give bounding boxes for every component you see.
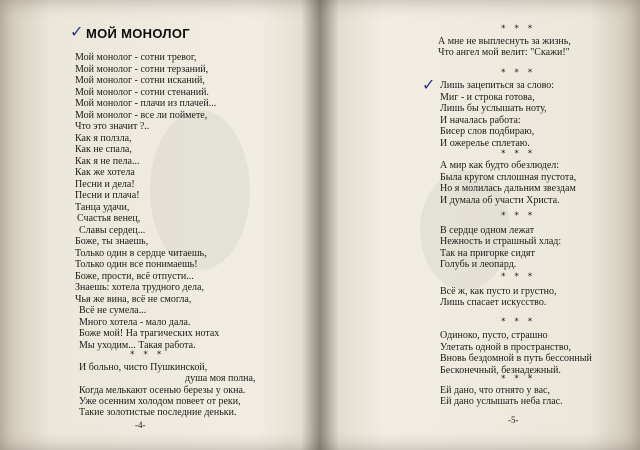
poem-line: Когда мелькают осенью березы у окна.	[79, 385, 246, 396]
stanza-separator: * * *	[501, 24, 536, 34]
poem-line: Улетать одной в пространство,	[440, 342, 571, 353]
poem-line: И думала об участи Христа.	[440, 195, 560, 206]
poem-line: Как не спала,	[75, 144, 132, 155]
poem-line: Боже мой! На трагических нотах	[79, 328, 220, 339]
poem-line: Только один в сердце читаешь,	[75, 248, 207, 259]
stanza-separator: * * *	[501, 68, 536, 78]
poem-line: Так на пригорке сидят	[440, 248, 535, 259]
poem-title: МОЙ МОНОЛОГ	[86, 26, 190, 41]
poem-line: Боже, прости, всё отпусти...	[75, 271, 194, 282]
poem-line: Славы сердец...	[79, 225, 146, 236]
checkmark-icon: ✓	[70, 22, 84, 41]
poem-line: А мир как будто обезлюдел:	[440, 160, 560, 171]
page-number: -4-	[135, 420, 146, 430]
poem-line: Ей дано, что отнято у вас,	[440, 385, 550, 396]
stanza-separator: * * *	[501, 211, 536, 221]
poem-line: Знаешь: хотела трудного дела,	[75, 282, 204, 293]
poem-line: Была кругом сплошная пустота,	[440, 172, 577, 183]
stanza-separator: * * *	[501, 317, 536, 327]
poem-line: И больно, чисто Пушкинской,	[79, 362, 208, 373]
poem-line: Счастья венец,	[77, 213, 141, 224]
poem-line: Ей дано услышать неба глас.	[440, 396, 563, 407]
poem-line: И началась работа:	[440, 115, 521, 126]
poem-line: Боже, ты знаешь,	[75, 236, 149, 247]
poem-line: Как же хотела	[75, 167, 135, 178]
poem-line: Песни и плача!	[75, 190, 140, 201]
poem-line: Песни и дела!	[75, 179, 135, 190]
poem-line: Только один все понимаешь!	[75, 259, 198, 270]
poem-line: Лишь зацепиться за слово:	[440, 80, 554, 91]
poem-line: Уже осенним холодом повеет от реки,	[79, 396, 241, 407]
poem-line: Бисер слов подбираю,	[440, 126, 535, 137]
checkmark-icon: ✓	[422, 75, 436, 94]
poem-line: Чья же вина, всё не смогла,	[75, 294, 192, 305]
poem-line: В сердце одном лежат	[440, 225, 535, 236]
poem-line: Лишь спасает искусство.	[440, 297, 547, 308]
poem-line: Мой монолог - плачи из плачей...	[75, 98, 217, 109]
poem-line: Вновь бездомной в путь бессонный	[440, 353, 592, 364]
stanza-separator: * * *	[501, 374, 536, 384]
stanza-separator: * * *	[501, 149, 536, 159]
poem-line: Как я ползла,	[75, 133, 132, 144]
poem-line: Но я молилась дальним звездам	[440, 183, 576, 194]
poem-line: Нежность и страшный хлад:	[440, 236, 562, 247]
poem-line: И ожерелье сплетаю.	[440, 138, 530, 149]
stanza-separator: * * *	[130, 350, 165, 360]
poem-line: Всё не сумела...	[79, 305, 147, 316]
page-number: -5-	[508, 415, 519, 425]
poem-line: Мой монолог - сотни исканий,	[75, 75, 205, 86]
left-page	[0, 0, 318, 450]
poem-line: Мой монолог - сотни терзаний,	[75, 64, 209, 75]
poem-line: Голубь и леопард.	[440, 259, 517, 270]
poem-line: Много хотела - мало дала.	[79, 317, 191, 328]
poem-line: Всё ж, как пусто и грустно,	[440, 286, 557, 297]
poem-line: Мой монолог - сотни тревог,	[75, 52, 197, 63]
poem-line: Танца удачи,	[75, 202, 130, 213]
poem-line: Одиноко, пусто, страшно	[440, 330, 548, 341]
poem-line: А мне не выплеснуть за жизнь,	[438, 36, 571, 47]
poem-line: Мой монолог - сотни стенаний.	[75, 87, 209, 98]
poem-line: Бесконечный, безнадежный.	[440, 365, 561, 376]
right-page	[322, 0, 640, 450]
poem-line: Лишь бы услышать ноту,	[440, 103, 547, 114]
poem-line: Мы уходим... Такая работа.	[79, 340, 196, 351]
poem-line: Что это значит ?..	[75, 121, 150, 132]
poem-line: душа моя полна,	[185, 373, 256, 384]
poem-line: Как я не пела...	[75, 156, 140, 167]
poem-line: Что ангел мой велит: "Скажи!"	[438, 47, 570, 58]
stanza-separator: * * *	[501, 272, 536, 282]
poem-line: Такие золотистые последние деньки.	[79, 407, 237, 418]
poem-line: Мой монолог - все ли поймете,	[75, 110, 208, 121]
poem-line: Миг - и строка готова,	[440, 92, 535, 103]
